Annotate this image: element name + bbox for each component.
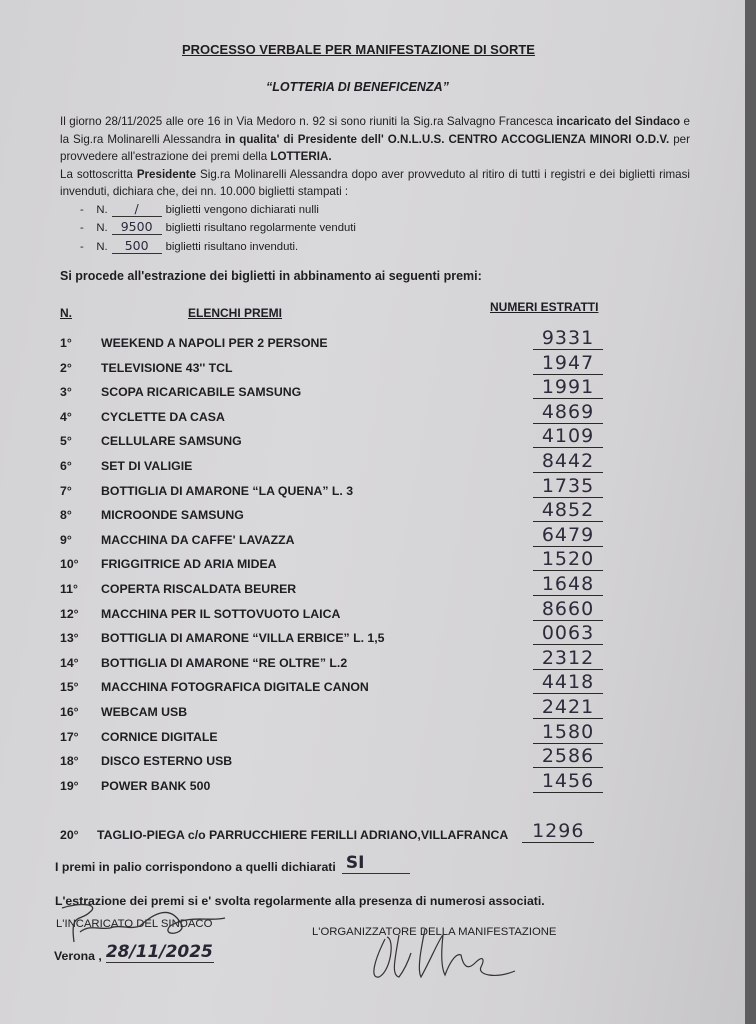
prize-rank: 5° xyxy=(60,434,72,449)
prize-rank: 18° xyxy=(60,754,79,769)
drawn-number: 1947 xyxy=(533,352,603,375)
stat-prefix: N. xyxy=(96,222,108,234)
place-label: Verona , xyxy=(54,949,102,964)
match-line xyxy=(55,853,700,874)
match-label: I premi in palio corrispondono a quelli dichiarati xyxy=(55,860,336,875)
prize-rank: 9° xyxy=(60,532,72,547)
drawn-number: 6479 xyxy=(533,524,603,547)
date-value: 28/11/2025 xyxy=(105,942,213,963)
drawn-number: 1648 xyxy=(533,573,603,596)
prize-row xyxy=(60,572,700,607)
drawn-number: 0063 xyxy=(533,622,603,645)
prize-name: MACCHINA DA CAFFE' LAVAZZA xyxy=(101,532,295,547)
drawn-number: 1991 xyxy=(533,376,603,399)
prize-rank: 12° xyxy=(60,606,79,621)
prize-rank: 13° xyxy=(60,631,79,646)
prize-rank: 19° xyxy=(60,778,79,793)
drawn-number: 4852 xyxy=(533,499,603,522)
header-prizes: ELENCHI PREMI xyxy=(188,306,283,320)
right-signature-label: L'ORGANIZZATORE DELLA MANIFESTAZIONE xyxy=(312,926,557,939)
drawn-number: 4418 xyxy=(533,671,603,694)
prize-row xyxy=(60,351,700,386)
prize-name: MACCHINA FOTOGRAFICA DIGITALE CANON xyxy=(101,680,369,695)
drawn-number: 4869 xyxy=(533,401,603,424)
prize-row xyxy=(60,769,700,804)
match-value: SI xyxy=(342,853,410,874)
regular-statement: L'estrazione dei premi si e' svolta regolarmente alla presenza di numerosi associati. xyxy=(55,894,545,909)
drawn-number: 8660 xyxy=(533,598,603,621)
signature-area xyxy=(54,912,700,992)
prize-row xyxy=(60,376,700,410)
prize-row xyxy=(60,646,700,681)
prize-row xyxy=(60,425,700,459)
stat-value: / xyxy=(112,201,162,217)
prize-row xyxy=(60,474,700,509)
intro-text: e la Sig.ra Molinarelli Alessandra xyxy=(60,115,690,146)
intro-text: Presidente xyxy=(136,167,197,181)
prize-row xyxy=(60,720,700,755)
intro-text: per provvedere all'estrazione dei premi della xyxy=(60,132,690,163)
prize-rank: 20° xyxy=(60,828,79,843)
prize-name: POWER BANK 500 xyxy=(101,778,211,793)
prize-row xyxy=(60,695,700,730)
prize-row xyxy=(60,745,700,779)
drawn-number: 2312 xyxy=(533,647,603,670)
prize-row xyxy=(60,671,700,705)
prize-rank: 14° xyxy=(60,655,79,670)
intro-paragraph xyxy=(60,113,690,201)
prize-row xyxy=(60,597,700,632)
prize-name: FRIGGITRICE AD ARIA MIDEA xyxy=(101,557,277,572)
intro-text: in qualita' di Presidente dell' O.N.L.U.S. CENTRO ACCOGLIENZA MINORI O.D.V. xyxy=(224,132,670,146)
prize-name: MACCHINA PER IL SOTTOVUOTO LAICA xyxy=(101,606,341,621)
drawn-number: 9331 xyxy=(533,327,603,350)
document-subtitle: “LOTTERIA DI BENEFICENZA” xyxy=(266,80,449,94)
prize-name: BOTTIGLIA DI AMARONE “LA QUENA” L. 3 xyxy=(101,483,354,498)
prize-rank: 7° xyxy=(60,483,72,498)
drawn-number: 4109 xyxy=(533,425,603,448)
prize-row xyxy=(60,449,700,484)
prize-name: MICROONDE SAMSUNG xyxy=(101,508,244,523)
prize-name: WEBCAM USB xyxy=(101,704,188,719)
stat-prefix: N. xyxy=(96,240,108,253)
right-signature xyxy=(365,919,545,989)
drawn-number: 1520 xyxy=(533,548,603,571)
prize-name: BOTTIGLIA DI AMARONE “VILLA ERBICE” L. 1,5 xyxy=(101,631,385,646)
document-title: PROCESSO VERBALE PER MANIFESTAZIONE DI SORTE xyxy=(182,42,535,57)
prize-row xyxy=(60,499,700,533)
drawn-number: 2421 xyxy=(533,696,603,719)
prize-name: BOTTIGLIA DI AMARONE “RE OLTRE” L.2 xyxy=(101,655,348,670)
prize-name: CYCLETTE DA CASA xyxy=(101,409,225,424)
stat-value: 9500 xyxy=(112,219,162,235)
prize-rank: 4° xyxy=(60,409,72,424)
prize-name: COPERTA RISCALDATA BEURER xyxy=(101,581,297,596)
prize-rank: 2° xyxy=(60,360,72,375)
prize-name: CORNICE DIGITALE xyxy=(101,729,218,744)
prize-rank: 3° xyxy=(60,385,72,400)
prize-row xyxy=(60,548,700,582)
prize-list xyxy=(60,327,700,843)
intro-text: Sig.ra Molinarelli Alessandra dopo aver provveduto al ritiro di tutti i registri e dei biglietti rimasi invenduti, dichiara che, dei nn. 10.000 biglietti stampati : xyxy=(60,167,690,198)
stat-prefix: N. xyxy=(96,203,108,216)
stat-null: - N. / biglietti vengono dichiarati nulli xyxy=(80,200,319,216)
prize-rank: 1° xyxy=(60,336,72,350)
left-signature-label: L'INCARICATO DEL SINDACO xyxy=(56,918,213,931)
prize-rank: 11° xyxy=(60,581,78,596)
prize-name: WEEKEND A NAPOLI PER 2 PERSONE xyxy=(101,336,328,350)
drawn-number: 2586 xyxy=(533,745,603,768)
prize-rank: 17° xyxy=(60,729,79,744)
intro-text: La sottoscritta xyxy=(60,167,137,181)
prize-name: DISCO ESTERNO USB xyxy=(101,754,233,769)
stat-text: biglietti vengono dichiarati nulli xyxy=(165,203,319,216)
stat-sold: - N. 9500 biglietti risultano regolarmente venduti xyxy=(80,219,356,234)
prize-name: TELEVISIONE 43'' TCL xyxy=(101,360,233,375)
prize-name: SCOPA RICARICABILE SAMSUNG xyxy=(101,385,302,400)
prize-row xyxy=(60,523,700,558)
intro-text: incaricato del Sindaco xyxy=(556,115,681,128)
drawn-number: 1296 xyxy=(522,820,594,843)
stat-value: 500 xyxy=(112,238,162,254)
document-body xyxy=(54,42,700,992)
header-n: N. xyxy=(60,306,72,320)
left-signature xyxy=(60,902,240,962)
prize-rank: 6° xyxy=(60,458,72,473)
drawn-number: 8442 xyxy=(533,450,603,473)
table-header xyxy=(60,300,700,326)
prize-name: CELLULARE SAMSUNG xyxy=(101,434,242,449)
prize-row xyxy=(60,809,700,843)
intro-text: Il giorno 28/11/2025 alle ore 16 in Via Medoro n. 92 si sono riuniti la Sig.ra Salvagno Francesca xyxy=(60,115,557,128)
prize-name: SET DI VALIGIE xyxy=(101,458,193,473)
prize-row xyxy=(60,400,700,435)
procede-heading: Si procede all'estrazione dei biglietti in abbinamento ai seguenti premi: xyxy=(60,269,482,283)
prize-rank: 10° xyxy=(60,557,79,572)
intro-text: LOTTERIA. xyxy=(270,150,332,163)
prize-row xyxy=(60,622,700,656)
stat-text: biglietti risultano invenduti. xyxy=(165,240,299,253)
stat-text: biglietti risultano regolarmente venduti xyxy=(165,222,356,234)
prize-rank: 16° xyxy=(60,704,79,719)
prize-rank: 8° xyxy=(60,508,72,523)
drawn-number: 1580 xyxy=(533,721,603,744)
prize-rank: 15° xyxy=(60,680,79,695)
stat-unsold: - N. 500 biglietti risultano invenduti. xyxy=(80,237,299,253)
prize-name: TAGLIO-PIEGA c/o PARRUCCHIERE FERILLI ADRIANO,VILLAFRANCA xyxy=(97,828,509,843)
drawn-number: 1456 xyxy=(533,770,603,793)
prize-row xyxy=(60,327,700,361)
drawn-number: 1735 xyxy=(533,475,603,498)
header-numbers: NUMERI ESTRATTI xyxy=(490,300,599,314)
